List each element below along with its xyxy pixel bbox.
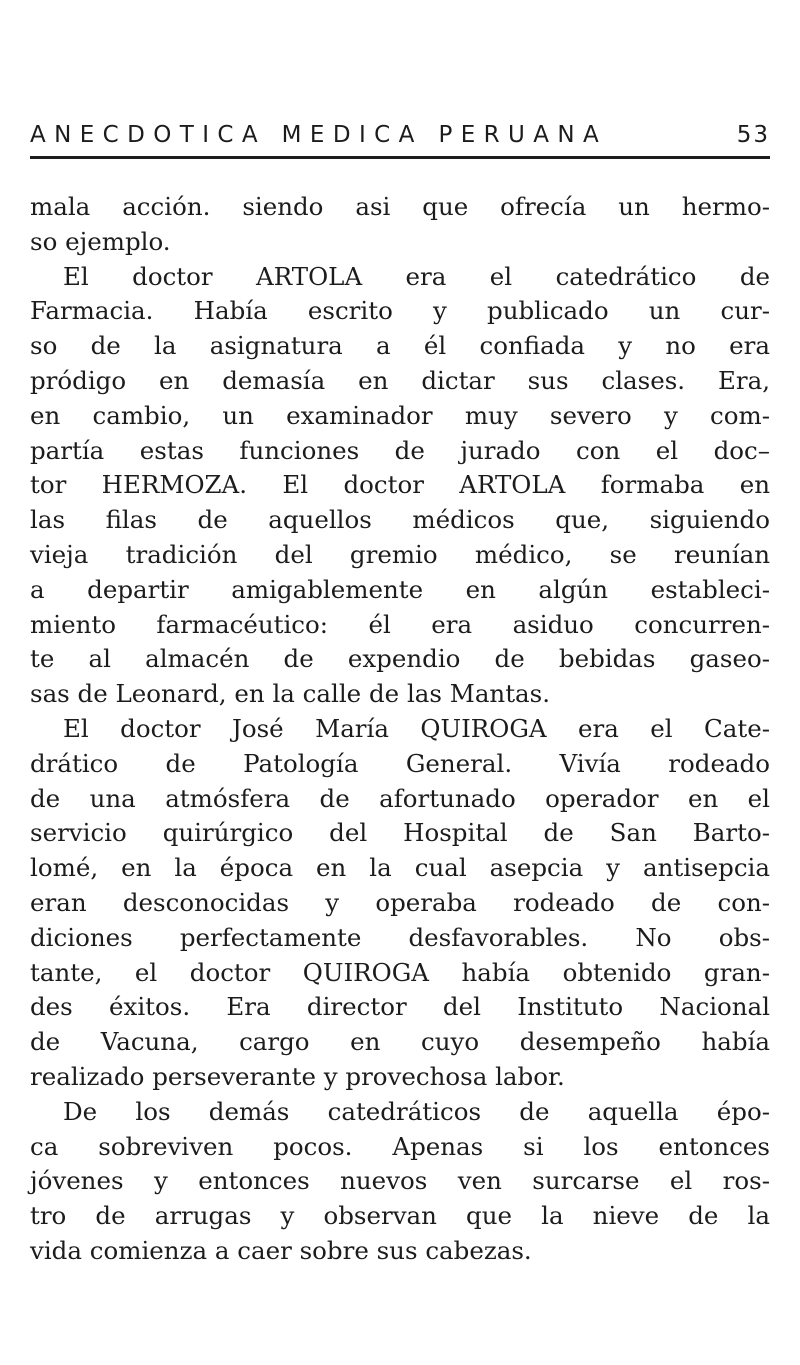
text-line: miento farmacéutico: él era asiduo concurren-: [30, 609, 770, 639]
text-line: ca sobreviven pocos. Apenas si los entonces: [30, 1131, 770, 1161]
text-line: diciones perfectamente desfavorables. No obs-: [30, 922, 770, 952]
text-line: so de la asignatura a él confiada y no era: [30, 331, 770, 361]
text-line: vida comienza a caer sobre sus cabezas.: [30, 1235, 532, 1265]
text-line: lomé, en la época en la cual asepcia y antisepcia: [30, 853, 770, 883]
text-line: jóvenes y entonces nuevos ven surcarse el ros-: [30, 1166, 770, 1196]
text-line: drático de Patología General. Vivía rodeado: [30, 748, 770, 778]
running-header: [30, 120, 770, 160]
header-rule: [30, 156, 770, 159]
text-line: de una atmósfera de afortunado operador en el: [30, 783, 770, 813]
text-line: mala acción. siendo asi que ofrecía un hermo-: [30, 192, 770, 221]
text-line: las filas de aquellos médicos que, siguiendo: [30, 505, 770, 535]
text-line: tro de arrugas y observan que la nieve de la: [30, 1201, 770, 1231]
text-line: tor HERMOZA. El doctor ARTOLA formaba en: [30, 470, 770, 500]
text-line: partía estas funciones de jurado con el doc–: [30, 435, 770, 465]
page-number: 53: [736, 122, 770, 148]
text-line: a departir amigablemente en algún estableci-: [30, 574, 770, 604]
text-line: realizado perseverante y provechosa labor.: [30, 1061, 565, 1091]
text-line: servicio quirúrgico del Hospital de San Barto-: [30, 818, 770, 848]
body-text: [30, 190, 770, 1269]
text-line: de Vacuna, cargo en cuyo desempeño había: [30, 1027, 770, 1057]
text-line: eran desconocidas y operaba rodeado de con-: [30, 887, 770, 917]
text-line: sas de Leonard, en la calle de las Mantas.: [30, 679, 551, 709]
text-line: El doctor José María QUIROGA era el Cate-: [63, 713, 770, 743]
text-line: El doctor ARTOLA era el catedrático de: [63, 261, 770, 291]
running-title: ANECDOTICA MEDICA PERUANA: [30, 122, 608, 148]
text-line: Farmacia. Había escrito y publicado un cur-: [30, 296, 770, 326]
text-line: pródigo en demasía en dictar sus clases. Era,: [30, 365, 770, 395]
text-line: De los demás catedráticos de aquella épo-: [63, 1096, 770, 1126]
text-line: tante, el doctor QUIROGA había obtenido gran-: [30, 957, 770, 987]
text-line: so ejemplo.: [30, 226, 171, 256]
text-line: en cambio, un examinador muy severo y com-: [30, 400, 770, 430]
text-line: te al almacén de expendio de bebidas gaseo-: [30, 644, 770, 674]
text-line: des éxitos. Era director del Instituto Nacional: [30, 992, 770, 1022]
text-line: vieja tradición del gremio médico, se reunían: [30, 539, 770, 569]
